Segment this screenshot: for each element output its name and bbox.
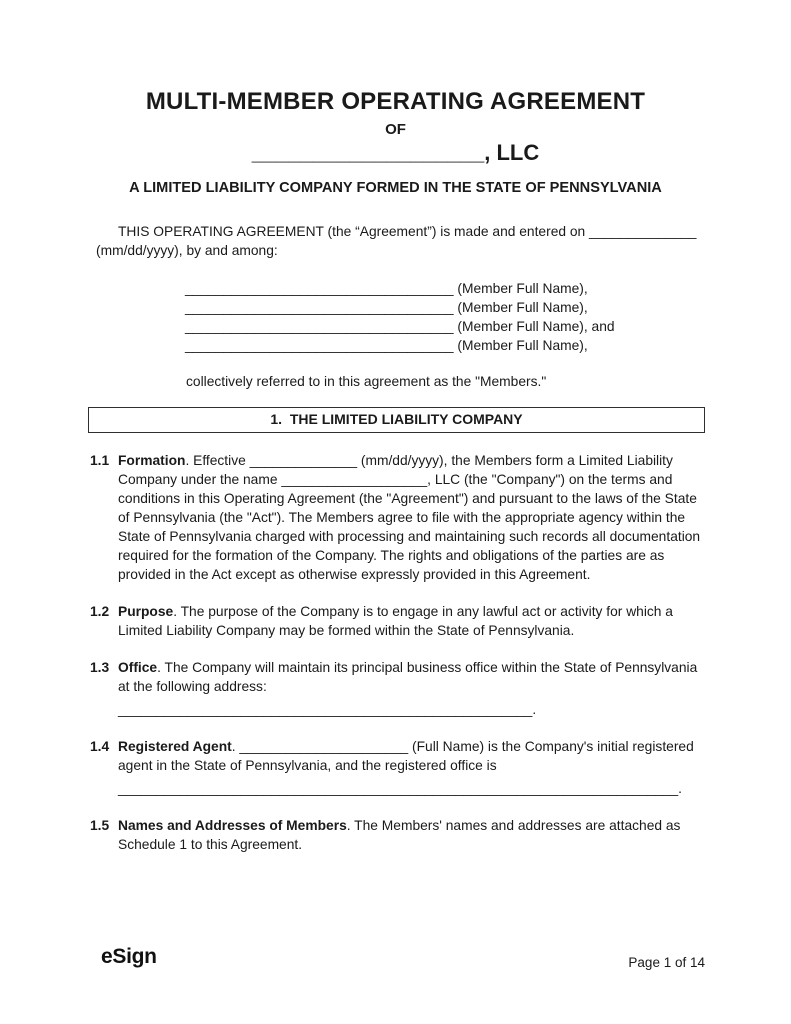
member-name-lines	[185, 279, 705, 355]
document-title-of: OF	[385, 121, 406, 138]
document-subtitle: A LIMITED LIABILITY COMPANY FORMED IN THE STATE OF PENNSYLVANIA	[129, 180, 662, 196]
page-number-label: Page 1 of 14	[628, 955, 705, 970]
section-text	[118, 658, 705, 719]
member-name-label: (Member Full Name),	[453, 280, 588, 296]
section-number: 1.1	[90, 452, 110, 468]
company-name-suffix: , LLC	[484, 140, 540, 165]
section-1-header: 1. THE LIMITED LIABILITY COMPANY	[88, 407, 705, 433]
section-number: 1.5	[90, 817, 110, 833]
company-name-blank: ___________________	[251, 140, 485, 165]
section-1-3-office	[90, 658, 705, 719]
section-body: . The purpose of the Company is to engage in any lawful act or activity for which a Limited Liability Company may be formed within the State of Pennsylvania.	[118, 603, 673, 638]
member-name-blank: ___________________________________	[185, 318, 454, 334]
collective-reference: collectively referred to in this agreement as the "Members."	[186, 373, 547, 389]
section-term: Names and Addresses of Members	[118, 817, 347, 833]
section-number: 1.2	[90, 603, 110, 619]
section-1-5-names-addresses	[90, 816, 705, 854]
section-body: . Effective ______________ (mm/dd/yyyy), the Members form a Limited Liability Company under the name ___________________, LLC (the "Company") on the terms and conditions in this Operating Agreement (the "Agreement") and pursuant to the laws of the State of Pennsylvania (the "Act"). The Members agree to file with the appropriate agency within the State of Pennsylvania charged with processing and maintaining such records all documentation required for the formation of the Company. The rights and obligations of the parties are as provided in the Act except as otherwise expressly provided in this Agreement.	[118, 452, 701, 582]
section-term: Registered Agent	[118, 738, 232, 754]
section-body: . The Company will maintain its principal business office within the State of Pennsylvania at the following address:	[118, 659, 698, 694]
esign-logo: eSign	[101, 945, 157, 968]
registered-office-blank: _________________________________________________________________________.	[118, 780, 682, 796]
member-name-label: (Member Full Name),	[453, 337, 588, 353]
member-name-line	[185, 279, 705, 298]
section-term: Office	[118, 659, 158, 675]
member-name-line	[185, 298, 705, 317]
member-name-label: (Member Full Name), and	[453, 318, 615, 334]
member-name-label: (Member Full Name),	[453, 299, 588, 315]
document-title: MULTI-MEMBER OPERATING AGREEMENT	[145, 88, 646, 115]
section-text	[118, 451, 705, 584]
section-text	[118, 816, 705, 854]
office-address-blank: ______________________________________________________.	[118, 701, 537, 717]
section-term: Formation	[118, 452, 186, 468]
member-name-blank: ___________________________________	[185, 299, 454, 315]
member-name-blank: ___________________________________	[185, 280, 454, 296]
company-name-line	[0, 141, 791, 165]
section-text	[118, 602, 705, 640]
section-1-2-purpose	[90, 602, 705, 640]
section-body: . The Members' names and addresses are attached as Schedule 1 to this Agreement.	[118, 817, 681, 852]
section-1-1-formation	[90, 451, 705, 584]
member-name-blank: ___________________________________	[185, 337, 454, 353]
member-name-line	[185, 336, 705, 355]
section-number: 1.4	[90, 738, 110, 754]
section-body: . ______________________ (Full Name) is the Company's initial registered agent in the State of Pennsylvania, and the registered office is	[118, 738, 694, 773]
member-name-line	[185, 317, 705, 336]
section-text	[118, 737, 705, 798]
section-1-4-registered-agent	[90, 737, 705, 798]
section-number: 1.3	[90, 659, 110, 675]
intro-paragraph: THIS OPERATING AGREEMENT (the “Agreement”) is made and entered on ______________ (mm/dd/yyyy), by and among:	[96, 223, 697, 258]
section-term: Purpose	[118, 603, 174, 619]
